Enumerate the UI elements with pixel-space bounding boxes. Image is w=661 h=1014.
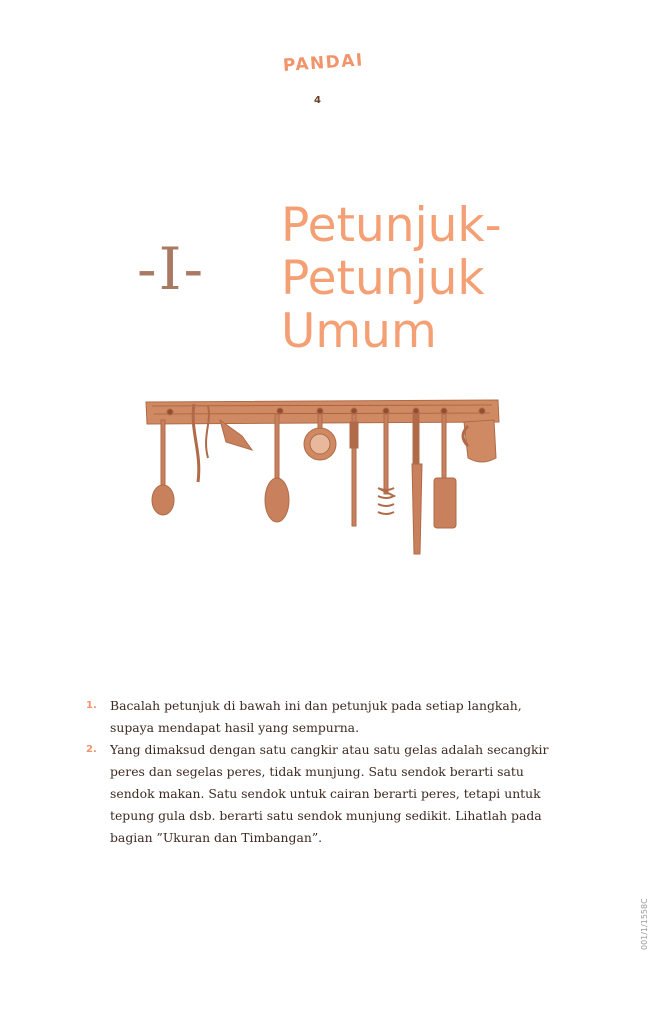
chapter-title-line: Petunjuk	[281, 251, 485, 306]
chapter-title-line: Petunjuk-	[281, 198, 502, 253]
list-item	[86, 695, 556, 739]
running-head-title: PANDAI	[282, 50, 365, 76]
chapter-title	[281, 199, 581, 358]
list-item-number: 1.	[86, 700, 97, 711]
list-item-number: 2.	[86, 744, 97, 755]
hanging-utensils-icon	[142, 392, 504, 562]
list-item	[86, 739, 556, 849]
page-number: 4	[314, 95, 321, 106]
chapter-number: -I-	[137, 235, 206, 303]
list-item-text: Bacalah petunjuk di bawah ini dan petunjuk pada setiap langkah, supaya mendapat hasil yang sempurna.	[110, 698, 522, 735]
side-code: 001/1/1558C	[640, 898, 649, 950]
instructions-list	[86, 695, 556, 849]
list-item-text: Yang dimaksud dengan satu cangkir atau satu gelas adalah secangkir peres dan segelas peres, tidak munjung. Satu sendok berarti satu sendok makan. Satu sendok untuk cairan berarti peres, tetapi untuk tepung gula dsb. berarti satu sendok munjung sedikit. Lihatlah pada bagian ”Ukuran dan Timbangan”.	[110, 742, 549, 845]
chapter-title-line: Umum	[281, 304, 437, 359]
kitchen-utensils-illustration	[142, 392, 504, 566]
